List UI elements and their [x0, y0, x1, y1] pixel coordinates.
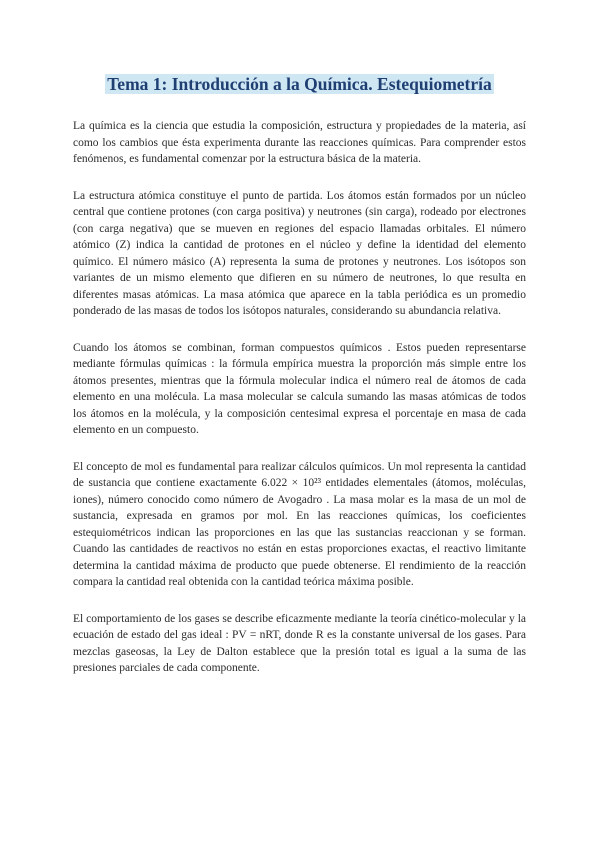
paragraph-intro: La química es la ciencia que estudia la composición, estructura y propiedades de la materia, así como los cambios que ésta experimenta durante las reacciones químicas. Para comprender estos fenómenos, es fundamental comenzar por la estructura básica de la materia. — [73, 120, 526, 165]
paragraph-atomic-structure: La estructura atómica constituye el punto de partida. Los átomos están formados por un núcleo central que contiene protones (con carga positiva) y neutrones (sin carga), rodeado por electrones (con carga negativa) que se mueven en regiones del espacio llamadas orbitales. El número atómico (Z) indica la cantidad de protones en el núcleo y define la identidad del elemento químico. El número másico (A) representa la suma de protones y neutrones. Los isótopos son variantes de un mismo elemento que difieren en su número de neutrones, lo que resulta en diferentes masas atómicas. La masa atómica que aparece en la tabla periódica es un promedio ponderado de las masas de todos los isótopos naturales, considerando su abundancia relativa. — [73, 189, 526, 317]
page-title: Tema 1: Introducción a la Química. Estequiometría — [107, 74, 492, 94]
paragraph-mol: El concepto de mol es fundamental para realizar cálculos químicos. Un mol representa la cantidad de sustancia que contiene exactamente 6.022 × 10²³ entidades elementales (átomos, moléculas, iones), número conocido como número de Avogadro . La masa molar es la masa de un mol de sustancia, expresada en gramos por mol. En las reacciones químicas, los coeficientes estequiométricos indican las proporciones en las que las sustancias reaccionan y se forman. Cuando las cantidades de reactivos no están en estas proporciones exactas, el reactivo limitante determina la cantidad máxima de producto que puede obtenerse. El rendimiento de la reacción compara la cantidad real obtenida con la cantidad teórica máxima posible. — [73, 460, 526, 588]
paragraph-gases: El comportamiento de los gases se describe eficazmente mediante la teoría cinético-molecular y la ecuación de estado del gas ideal : PV = nRT, donde R es la constante universal de los gases. Para mezclas gaseosas, la Ley de Dalton establece que la presión total es igual a la suma de las presiones parciales de cada componente. — [73, 612, 526, 674]
paragraph-compounds: Cuando los átomos se combinan, forman compuestos químicos . Estos pueden representarse mediante fórmulas químicas : la fórmula empírica muestra la proporción más simple entre los átomos presentes, mientras que la fórmula molecular indica el número real de átomos de cada elemento en una molécula. La masa molecular se calcula sumando las masas atómicas de todos los átomos en la molécula, y la composición centesimal expresa el porcentaje en masa de cada elemento en un compuesto. — [73, 341, 526, 436]
title-container — [73, 74, 526, 95]
